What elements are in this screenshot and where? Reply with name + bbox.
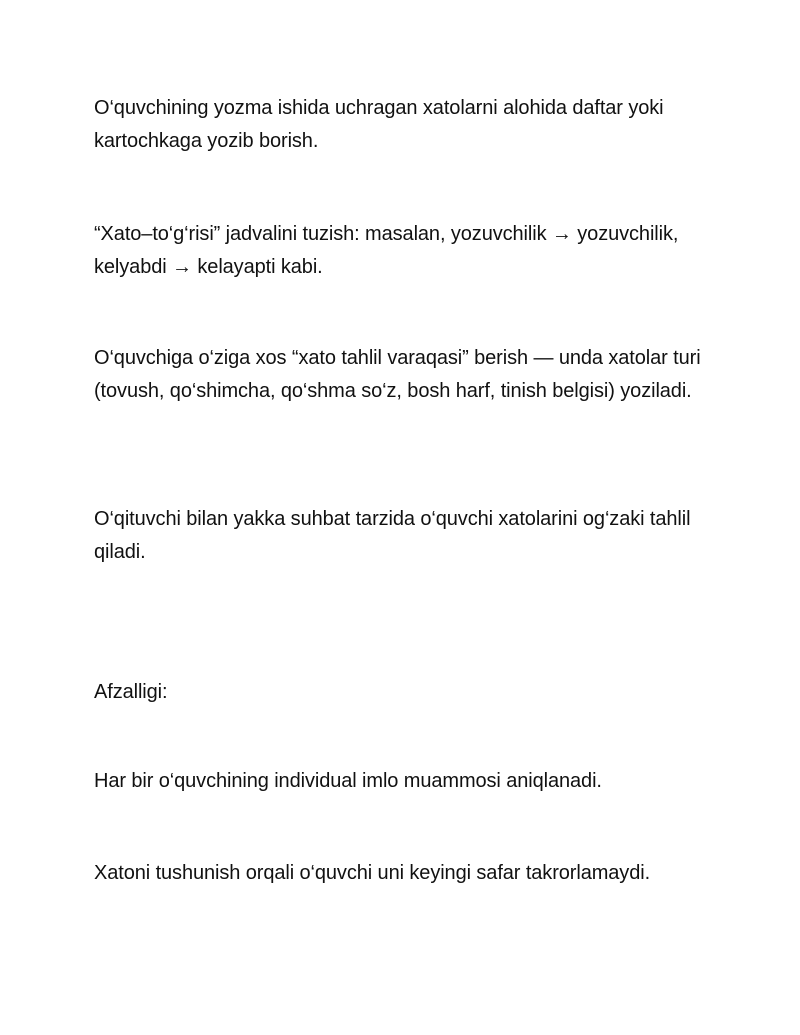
advantages-heading: Afzalligi: (94, 681, 168, 703)
paragraph-error-correction-table: “Xato–to‘g‘risi” jadvalini tuzish: masalan, yozuvchilik → yozuvchilik, kelyabdi → kelayapti kabi. (94, 223, 679, 278)
paragraph-error-notebook: O‘quvchining yozma ishida uchragan xatolarni alohida daftar yoki kartochkaga yozib borish. (94, 97, 664, 152)
paragraph-error-analysis-sheet: O‘quvchiga o‘ziga xos “xato tahlil varaqasi” berish — unda xatolar turi (tovush, qo‘shimcha, qo‘shma so‘z, bosh harf, tinish belgisi) yoziladi. (94, 347, 701, 402)
paragraph-advantage-individual: Har bir o‘quvchining individual imlo muammosi aniqlanadi. (94, 770, 602, 792)
paragraph-advantage-understanding: Xatoni tushunish orqali o‘quvchi uni keyingi safar takrorlamaydi. (94, 862, 651, 884)
paragraph-oral-analysis: O‘qituvchi bilan yakka suhbat tarzida o‘quvchi xatolarini og‘zaki tahlil qiladi. (94, 508, 691, 563)
